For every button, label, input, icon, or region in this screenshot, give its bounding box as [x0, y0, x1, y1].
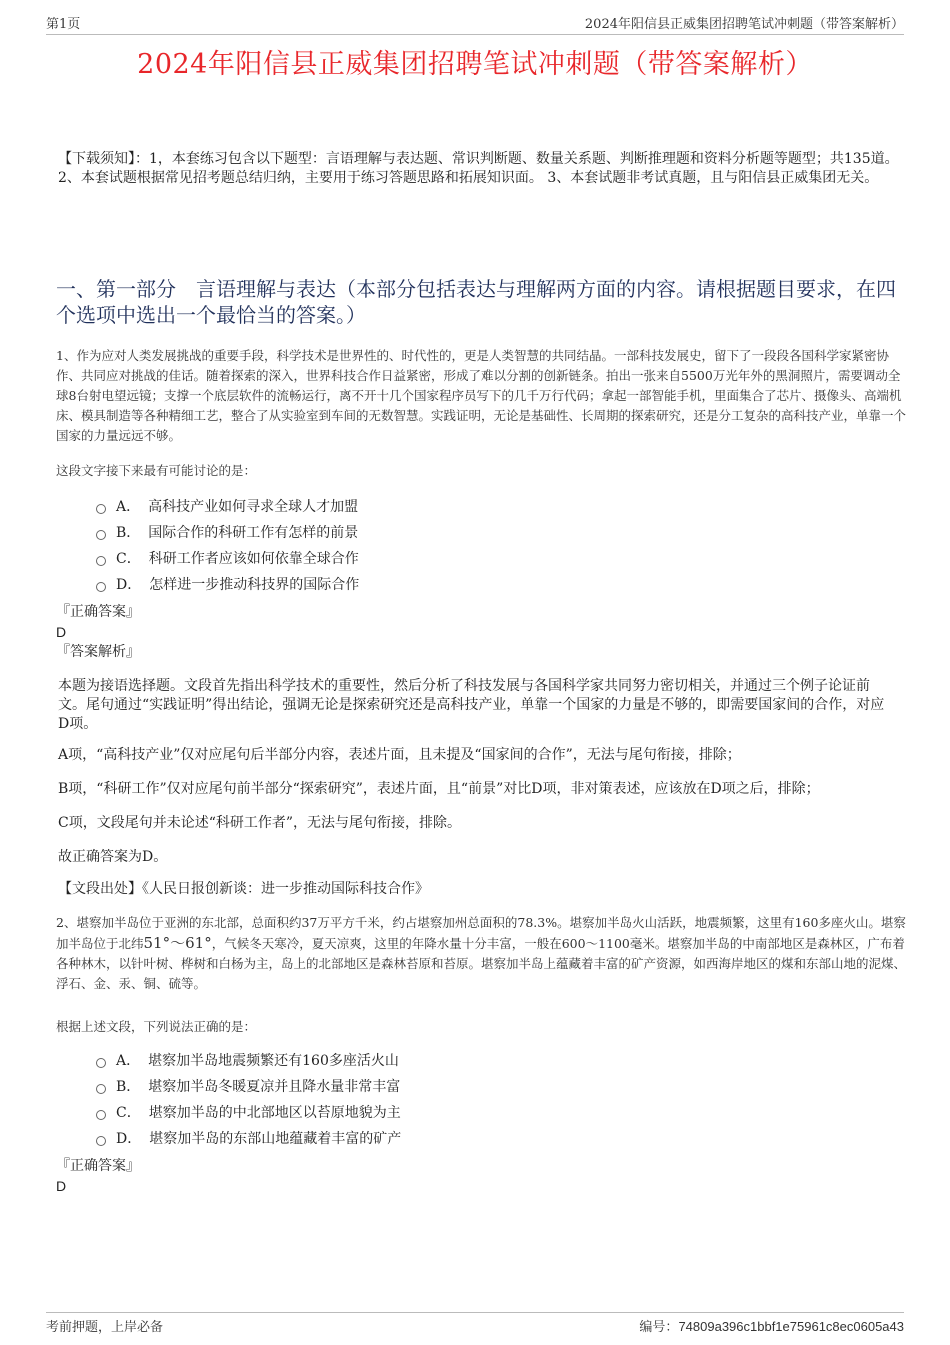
option-key: A．: [116, 1053, 141, 1069]
stem-part: 2、堪察加半岛位于亚洲的东北部，总面积约37万平方千米，约占堪察加州总面积的78.3%。堪察加半岛火山活跃，地震频繁，这里有160多座火山。堪察加半岛位于北纬: [56, 915, 906, 951]
question-2-options: [96, 1047, 696, 1151]
option-key: B．: [116, 1079, 141, 1095]
question-2-prompt: 根据上述文段，下列说法正确的是：: [56, 1019, 257, 1034]
question-1-stem: 1、作为应对人类发展挑战的重要手段，科学技术是世界性的、时代性的，更是人类智慧的共同结晶。一部科技发展史，留下了一段段各国科学家紧密协作、共同应对挑战的佳话。随着探索的深入，世界科技合作日益紧密，形成了难以分割的创新链条。拍出一张来自5500万光年外的黑洞照片，需要调动全球8台射电望远镜；支撑一个底层软件的流畅运行，离不开十几个国家程序员写下的几千万行代码；拿起一部智能手机，里面集合了芯片、摄像头、高端机床、模具制造等各种精细工艺，整合了从实验室到车间的无数智慧。实践证明，无论是基础性、长周期的探索研究，还是分工复杂的高科技产业，单靠一个国家的力量远远不够。: [56, 348, 907, 443]
analysis-paragraph: B项，“科研工作”仅对应尾句前半部分“探索研究”，表述片面，且“前景”对比D项，非对策表述，应该放在D项之后，排除；: [58, 781, 820, 797]
latitude-separator: ～: [170, 934, 186, 952]
document-id: [639, 1316, 904, 1335]
option-b[interactable]: [96, 1073, 696, 1099]
document-id-label: 编号：: [639, 1320, 679, 1335]
option-key: B．: [116, 525, 141, 541]
analysis-paragraph: 故正确答案为D。: [58, 849, 168, 865]
analysis-paragraph: C项，文段尾句并未论述“科研工作者”，无法与尾句衔接，排除。: [58, 815, 462, 831]
option-c[interactable]: [96, 545, 696, 571]
option-d[interactable]: [96, 571, 696, 597]
option-key: C．: [116, 551, 141, 567]
footer-slogan: 考前押题，上岸必备: [46, 1320, 164, 1335]
option-c[interactable]: [96, 1099, 696, 1125]
stem-part: ，气候冬天寒冷，夏天凉爽，这里的年降水量十分丰富，一般在600～1100毫米。堪察加半岛的中南部地区是森林区，广布着各种林木，以针叶树、桦树和白杨为主，岛上的北部地区是森林苔原和苔原。堪察加半岛上蕴藏着丰富的矿产资源，如西海岸地区的煤和东部山地的泥煤、浮石、金、汞、铜、硫等。: [56, 936, 907, 991]
option-b[interactable]: [96, 519, 696, 545]
radio-icon[interactable]: [96, 582, 106, 592]
page-number: 第1页: [46, 17, 81, 32]
radio-icon[interactable]: [96, 1084, 106, 1094]
option-text: 高科技产业如何寻求全球人才加盟: [148, 499, 359, 515]
question-2-stem: [56, 913, 906, 994]
analysis-label: 『答案解析』: [56, 644, 140, 660]
option-text: 堪察加半岛的东部山地蕴藏着丰富的矿产: [149, 1131, 402, 1147]
radio-icon[interactable]: [96, 530, 106, 540]
source-citation: 【文段出处】《人民日报创新谈：进一步推动国际科技合作》: [58, 881, 429, 897]
correct-answer: D: [56, 1178, 67, 1194]
latitude-to: 61°: [185, 934, 212, 952]
page-header: [46, 12, 904, 35]
radio-icon[interactable]: [96, 1110, 106, 1120]
option-text: 国际合作的科研工作有怎样的前景: [148, 525, 359, 541]
option-d[interactable]: [96, 1125, 696, 1151]
document-id-value: 74809a396c1bbf1e75961c8ec0605a43: [678, 1319, 904, 1334]
analysis-paragraph: 本题为接语选择题。文段首先指出科学技术的重要性，然后分析了科技发展与各国科学家共同努力密切相关，并通过三个例子论证前文。尾句通过“实践证明”得出结论，强调无论是探索研究还是高科技产业，单靠一个国家的力量是不够的，即需要国家间的合作，对应D项。: [58, 678, 885, 732]
radio-icon[interactable]: [96, 556, 106, 566]
page-footer: [46, 1312, 904, 1335]
section-heading: 一、第一部分 言语理解与表达（本部分包括表达与理解两方面的内容。请根据题目要求，在四个选项中选出一个最恰当的答案。）: [56, 277, 896, 327]
option-a[interactable]: [96, 1047, 696, 1073]
option-text: 怎样进一步推动科技界的国际合作: [149, 577, 360, 593]
option-key: D．: [116, 1131, 142, 1147]
option-text: 堪察加半岛的中北部地区以苔原地貌为主: [148, 1105, 401, 1121]
document-title: 2024年阳信县正威集团招聘笔试冲刺题（带答案解析）: [137, 49, 813, 80]
running-title: 2024年阳信县正威集团招聘笔试冲刺题（带答案解析）: [584, 17, 904, 32]
radio-icon[interactable]: [96, 504, 106, 514]
option-key: C．: [116, 1105, 141, 1121]
answer-label: 『正确答案』: [56, 1158, 140, 1174]
latitude-from: 51°: [143, 934, 171, 952]
radio-icon[interactable]: [96, 1058, 106, 1068]
correct-answer: D: [56, 624, 67, 640]
question-1-prompt: 这段文字接下来最有可能讨论的是：: [56, 463, 257, 478]
answer-label: 『正确答案』: [56, 604, 140, 620]
option-text: 堪察加半岛地震频繁还有160多座活火山: [148, 1053, 399, 1069]
question-1-options: [96, 493, 696, 597]
option-a[interactable]: [96, 493, 696, 519]
option-key: A．: [116, 499, 141, 515]
radio-icon[interactable]: [96, 1136, 106, 1146]
option-key: D．: [116, 577, 142, 593]
download-notice: 【下载须知】：1，本套练习包含以下题型：言语理解与表达题、常识判断题、数量关系题、判断推理题和资料分析题等题型；共135道。 2、本套试题根据常见招考题总结归纳，主要用于练习答题思路和拓展知识面。 3、本套试题非考试真题，且与阳信县正威集团无关。: [58, 151, 899, 186]
option-text: 堪察加半岛冬暖夏凉并且降水量非常丰富: [148, 1079, 401, 1095]
option-text: 科研工作者应该如何依靠全球合作: [148, 551, 359, 567]
analysis-paragraph: A项，“高科技产业”仅对应尾句后半部分内容，表述片面，且未提及“国家间的合作”，无法与尾句衔接，排除；: [58, 747, 741, 763]
